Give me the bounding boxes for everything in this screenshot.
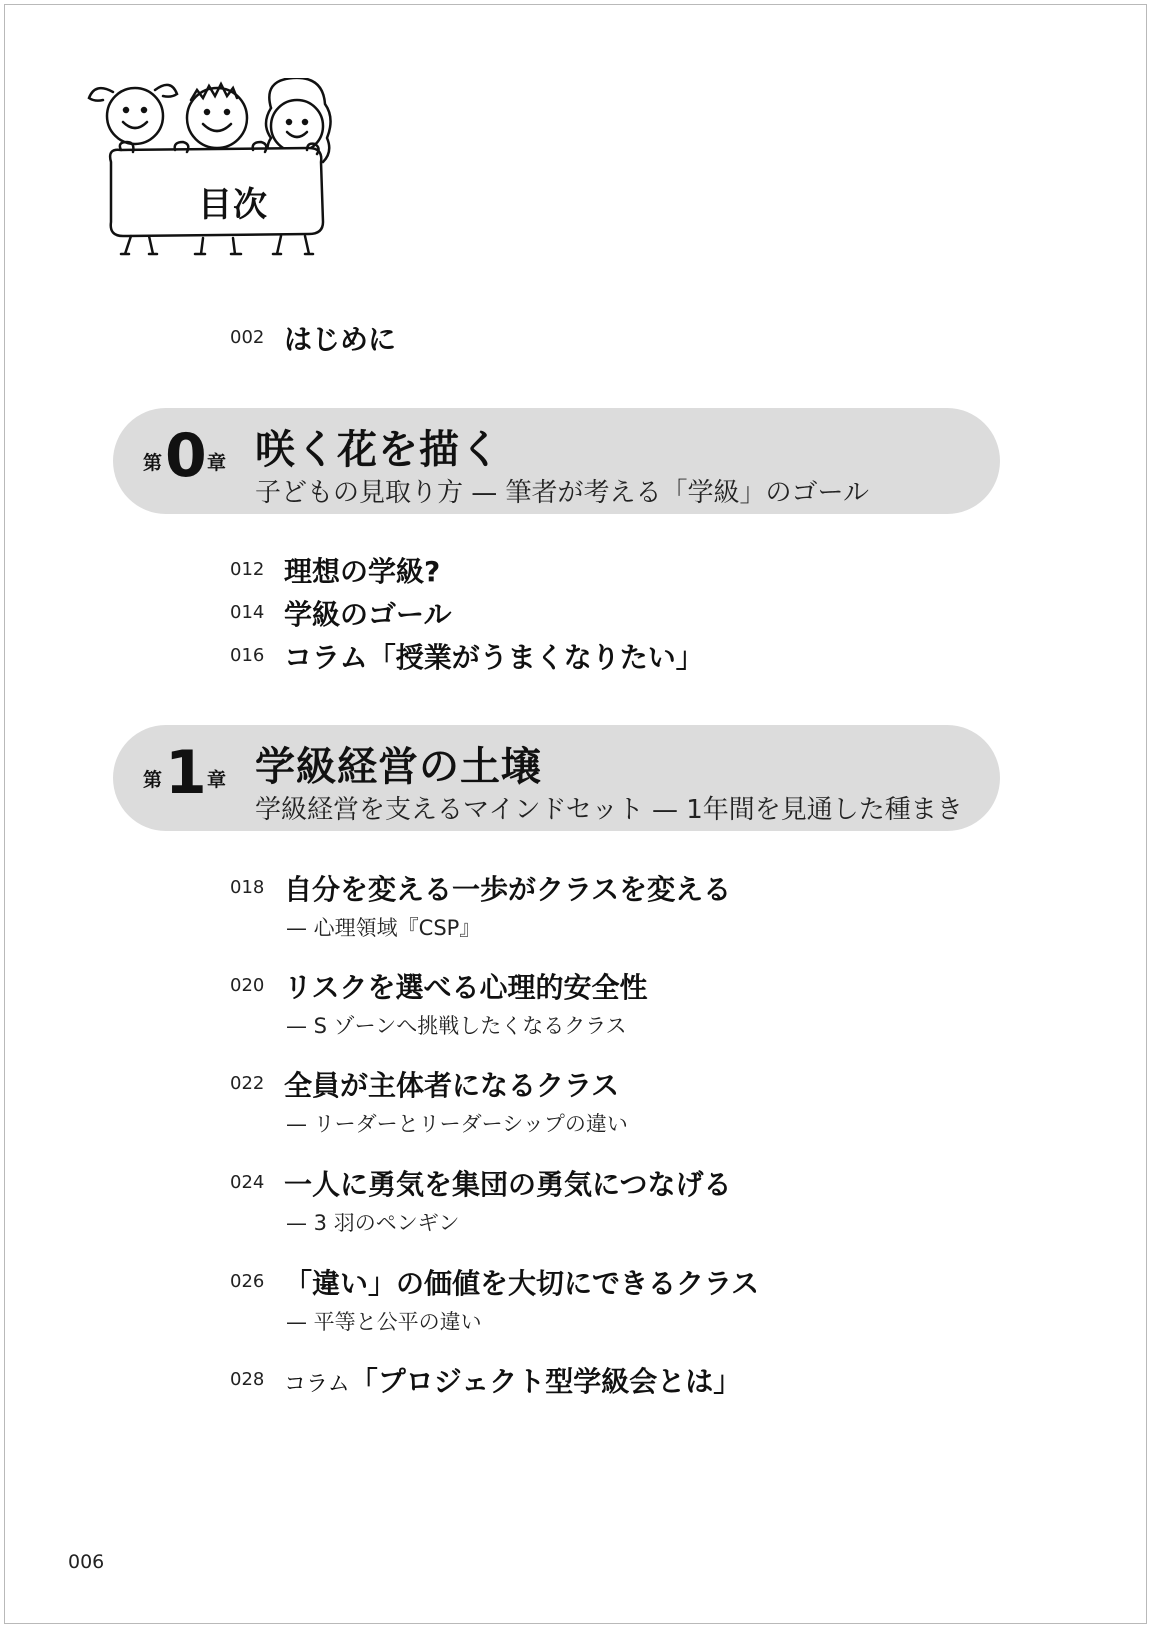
- chapter-1-banner[interactable]: [113, 725, 1000, 831]
- entry-title: 理想の学級?: [284, 555, 441, 588]
- entry-title: 全員が主体者になるクラス: [284, 1069, 620, 1102]
- page-folio: 006: [68, 1551, 105, 1573]
- column-prefix: コラム: [284, 1372, 350, 1397]
- chapter-title: 学級経営の土壌: [255, 744, 542, 790]
- entry-subtitle: — 3 羽のペンギン: [286, 1211, 460, 1235]
- entry-title: コラム「授業がうまくなりたい」: [284, 641, 704, 674]
- entry-title: 学級のゴール: [284, 598, 452, 631]
- chapter-prefix: 第: [143, 769, 163, 791]
- chapter-title: 咲く花を描く: [255, 427, 501, 473]
- page-number: 014: [230, 602, 265, 623]
- chapter-0-banner[interactable]: [113, 408, 1000, 514]
- entry-title: はじめに: [284, 323, 397, 356]
- page-number: 020: [230, 975, 265, 996]
- chapter-subtitle: 学級経営を支えるマインドセット — 1年間を見通した種まき: [255, 795, 963, 825]
- chapter-suffix: 章: [207, 452, 227, 474]
- entry-title: 「違い」の価値を大切にできるクラス: [284, 1267, 760, 1300]
- toc-title: 目次: [198, 185, 268, 225]
- entry-subtitle: — S ゾーンへ挑戦したくなるクラス: [286, 1014, 627, 1038]
- entry-title: 一人に勇気を集団の勇気につなげる: [284, 1168, 732, 1201]
- entry-title: [284, 1360, 741, 1400]
- page-number: 018: [230, 877, 265, 898]
- entry-title: リスクを選べる心理的安全性: [284, 971, 648, 1004]
- entry-subtitle: — リーダーとリーダーシップの違い: [286, 1112, 628, 1136]
- entry-subtitle: — 平等と公平の違い: [286, 1310, 482, 1334]
- chapter-suffix: 章: [207, 769, 227, 791]
- chapter-prefix: 第: [143, 452, 163, 474]
- page-number: 024: [230, 1172, 265, 1193]
- page-number: 028: [230, 1369, 265, 1390]
- chapter-number: 1: [165, 738, 207, 808]
- page-number: 016: [230, 645, 265, 666]
- chapter-number: 0: [165, 421, 207, 491]
- entry-title: 自分を変える一歩がクラスを変える: [284, 873, 732, 906]
- page-number: 002: [230, 327, 265, 348]
- page-number: 026: [230, 1271, 265, 1292]
- page-number: 022: [230, 1073, 265, 1094]
- entry-subtitle: — 心理領域『CSP』: [286, 916, 481, 940]
- chapter-subtitle: 子どもの見取り方 — 筆者が考える「学級」のゴール: [255, 478, 870, 508]
- kids-holding-sign-illustration: [85, 78, 355, 268]
- page-number: 012: [230, 559, 265, 580]
- column-title: 「プロジェクト型学級会とは」: [349, 1365, 742, 1398]
